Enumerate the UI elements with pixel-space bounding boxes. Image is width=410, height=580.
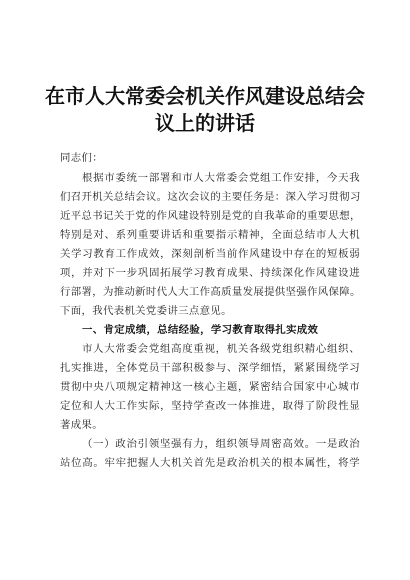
- body-line: 近平总书记关于党的作风建设特别是党的自我革命的重要思想，: [60, 210, 361, 222]
- body-line: 特别是对、系列重要讲话和重要指示精神，全面总结市人大机: [60, 229, 360, 241]
- subsection-line: 站位高。牢牢把握人大机关首先是政治机关的根本属性，将学: [60, 457, 360, 469]
- body-line: 关学习教育工作成效，深刻剖析当前作风建设中存在的短板弱: [60, 248, 360, 260]
- salutation: 同志们：: [60, 152, 103, 164]
- body-line: 行部署，为推动新时代人大工作高质量发展提供坚强作风保障。: [60, 286, 361, 298]
- section-line: 贯彻中央八项规定精神这一核心主题，紧密结合国家中心城市: [60, 381, 360, 393]
- body-line: 们召开机关总结会议。这次会议的主要任务是：深入学习贯彻习: [60, 191, 361, 203]
- body-line: 根据市委统一部署和市人大常委会党组工作安排，今天我: [82, 172, 360, 184]
- section-heading: 一、肯定成绩，总结经验，学习教育取得扎实成效: [82, 324, 319, 336]
- document-title-line-2: 议上的讲话: [155, 111, 255, 135]
- body-line: 下面，我代表机关党委讲三点意见。: [60, 305, 232, 317]
- subsection-line: （一）政治引领坚强有力，组织领导周密高效。一是政治: [82, 438, 360, 450]
- section-line: 著成果。: [60, 419, 103, 431]
- body-line: 项，并对下一步巩固拓展学习教育成果、持续深化作风建设进: [60, 267, 360, 279]
- document-title-line-1: 在市人大常委会机关作风建设总结会: [45, 84, 365, 108]
- section-line: 市人大常委会党组高度重视，机关各级党组织精心组织、: [82, 343, 360, 355]
- section-line: 定位和人大工作实际，坚持学查改一体推进，取得了阶段性显: [60, 400, 360, 412]
- section-line: 扎实推进，全体党员干部积极参与、深学细悟，紧紧围绕学习: [60, 362, 360, 374]
